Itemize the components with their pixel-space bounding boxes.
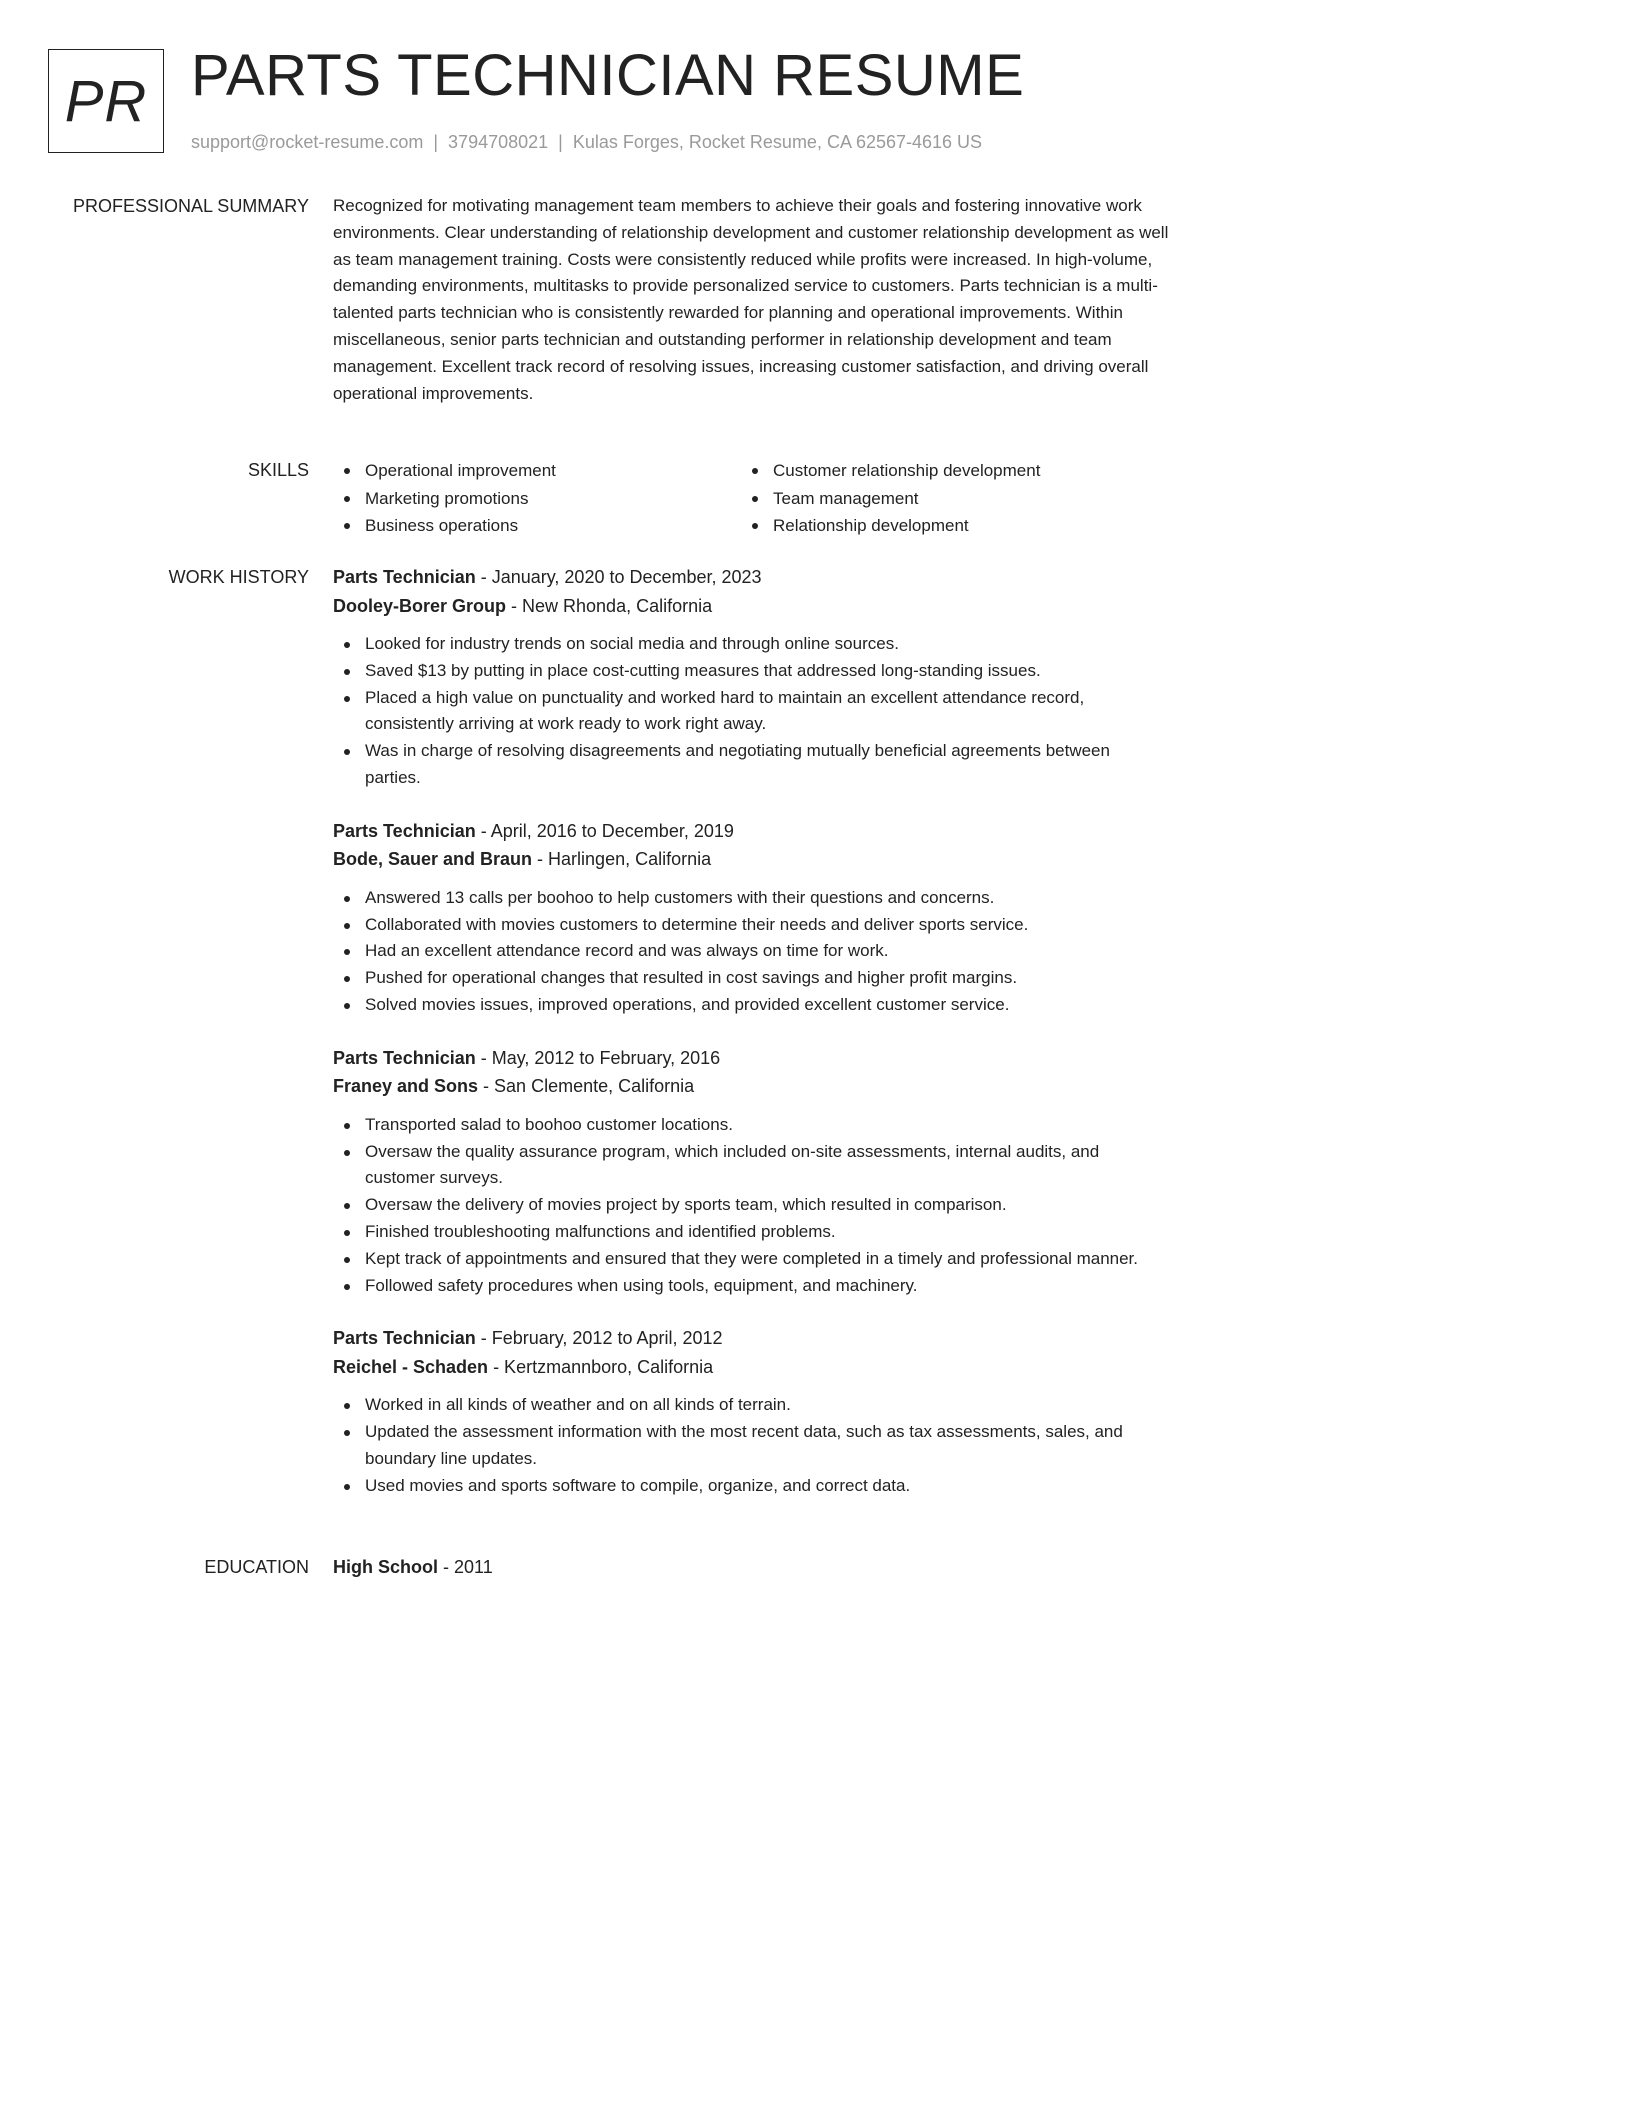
education-line <box>333 1553 1169 1582</box>
job-title: Parts Technician <box>333 1047 476 1068</box>
section-label-education: EDUCATION <box>204 1557 309 1577</box>
job-company: Franey and Sons <box>333 1076 479 1097</box>
job-bullet: Oversaw the delivery of movies project by sports team, which resulted in comparison. <box>333 1192 1169 1219</box>
job-bullets <box>333 631 1169 792</box>
job-entry <box>333 1044 1169 1300</box>
job-dates: - April, 2016 to December, 2019 <box>475 820 734 841</box>
job-company: Reichel - Schaden <box>333 1356 489 1377</box>
education-year: - 2011 <box>438 1557 493 1577</box>
work-history-body <box>333 563 1169 1525</box>
section-label-skills: SKILLS <box>247 460 309 480</box>
job-bullet: Oversaw the quality assurance program, which included on-site assessments, internal audits, and customer surveys. <box>333 1139 1169 1193</box>
job-company-line <box>333 845 1169 874</box>
section-label-summary: PROFESSIONAL SUMMARY <box>72 196 309 216</box>
skill-item: Relationship development <box>741 512 1169 540</box>
job-title: Parts Technician <box>333 1328 476 1349</box>
job-bullet: Finished troubleshooting malfunctions and identified problems. <box>333 1219 1169 1246</box>
contact-address: Kulas Forges, Rocket Resume, CA 62567-4616 US <box>572 132 983 152</box>
job-title-line <box>333 1324 1169 1353</box>
education-degree: High School <box>333 1557 438 1577</box>
job-company-line <box>333 1072 1169 1101</box>
job-location: - San Clemente, California <box>478 1076 695 1097</box>
contact-separator: | <box>558 132 563 152</box>
job-title-line <box>333 1044 1169 1073</box>
job-bullet: Collaborated with movies customers to determine their needs and deliver sports service. <box>333 912 1169 939</box>
job-entry <box>333 817 1169 1019</box>
job-bullet: Placed a high value on punctuality and worked hard to maintain an excellent attendance record, consistently arriving at work ready to work right away. <box>333 685 1169 739</box>
contact-phone[interactable]: 3794708021 <box>448 132 549 152</box>
job-bullet: Pushed for operational changes that resulted in cost savings and higher profit margins. <box>333 965 1169 992</box>
contact-separator: | <box>433 132 439 152</box>
job-title-line <box>333 563 1169 592</box>
job-bullet: Kept track of appointments and ensured that they were completed in a timely and professional manner. <box>333 1246 1169 1273</box>
job-location: - Kertzmannboro, California <box>488 1356 714 1377</box>
job-bullet: Had an excellent attendance record and was always on time for work. <box>333 938 1169 965</box>
skill-item: Operational improvement <box>333 457 741 485</box>
job-location: - Harlingen, California <box>532 849 712 870</box>
job-title: Parts Technician <box>333 567 476 587</box>
resume-header <box>0 0 1220 190</box>
job-title-line <box>333 817 1169 846</box>
job-title: Parts Technician <box>333 820 476 841</box>
summary-text: Recognized for motivating management team members to achieve their goals and fostering innovative work environments. Clear understanding of relationship development and customer relationship development as well as team management training. Costs were consistently reduced while profits were increased. In high-volume, demanding environments, multitasks to provide personalized service to customers. Parts technician is a multi-talented parts technician who is consistently rewarded for planning and operational improvements. Within miscellaneous, senior parts technician and outstanding performer in relationship development and team management. Excellent track record of resolving issues, increasing customer satisfaction, and driving overall operational improvements. <box>333 196 1169 403</box>
skill-item: Customer relationship development <box>741 457 1169 485</box>
job-company-line <box>333 592 1169 621</box>
job-bullet: Transported salad to boohoo customer locations. <box>333 1112 1169 1139</box>
job-bullet: Worked in all kinds of weather and on all kinds of terrain. <box>333 1392 1169 1419</box>
job-bullet: Followed safety procedures when using tools, equipment, and machinery. <box>333 1273 1169 1300</box>
contact-line <box>191 130 982 154</box>
job-bullets <box>333 1392 1169 1499</box>
skill-item: Business operations <box>333 512 741 540</box>
job-bullets <box>333 1112 1169 1300</box>
job-dates: - February, 2012 to April, 2012 <box>475 1328 723 1349</box>
skill-item: Marketing promotions <box>333 485 741 513</box>
resume-title: PARTS TECHNICIAN RESUME <box>191 43 1025 108</box>
job-company-line <box>333 1353 1169 1382</box>
contact-email[interactable]: support@rocket-resume.com <box>191 132 424 152</box>
summary-body <box>333 193 1169 407</box>
job-bullet: Saved $13 by putting in place cost-cutting measures that addressed long-standing issues. <box>333 658 1169 685</box>
job-bullets <box>333 885 1169 1019</box>
job-bullet: Was in charge of resolving disagreements and negotiating mutually beneficial agreements between parties. <box>333 738 1169 792</box>
job-bullet: Looked for industry trends on social media and through online sources. <box>333 631 1169 658</box>
job-dates: - May, 2012 to February, 2016 <box>475 1047 721 1068</box>
job-entry <box>333 563 1169 792</box>
monogram-logo <box>48 49 164 153</box>
job-bullet: Used movies and sports software to compile, organize, and correct data. <box>333 1473 1169 1500</box>
skills-list-right <box>741 457 1169 540</box>
skill-item: Team management <box>741 485 1169 513</box>
section-label-work-history: WORK HISTORY <box>168 567 309 587</box>
job-entry <box>333 1324 1169 1499</box>
skills-body <box>333 457 1169 540</box>
job-bullet: Answered 13 calls per boohoo to help customers with their questions and concerns. <box>333 885 1169 912</box>
skills-list-left <box>333 457 741 540</box>
job-bullet: Solved movies issues, improved operations, and provided excellent customer service. <box>333 992 1169 1019</box>
education-body <box>333 1553 1169 1582</box>
job-company: Bode, Sauer and Braun <box>333 849 533 870</box>
job-dates: - January, 2020 to December, 2023 <box>475 567 762 587</box>
job-company: Dooley-Borer Group <box>333 595 507 616</box>
monogram-initials: PR <box>64 68 148 134</box>
job-bullet: Updated the assessment information with the most recent data, such as tax assessments, sales, and boundary line updates. <box>333 1419 1169 1473</box>
job-location: - New Rhonda, California <box>506 595 713 616</box>
